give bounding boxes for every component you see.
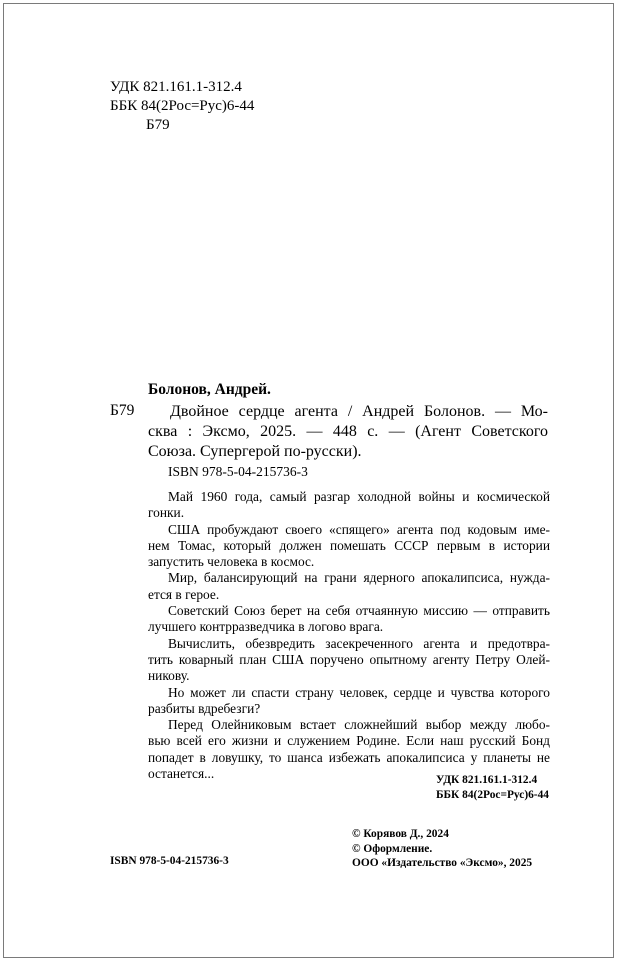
footer-udk: УДК 821.161.1-312.4	[436, 774, 538, 786]
bibliographic-description	[148, 402, 548, 462]
copyright-author: © Корявов Д., 2024	[352, 828, 449, 840]
annotation-line: никову.	[148, 668, 190, 684]
annotation	[148, 489, 550, 782]
annotation-line: попадет в ловушку, то шанса избежать апокалипсиса у планеты не	[148, 749, 550, 765]
annotation-line: разбиты вдребезги?	[148, 700, 261, 716]
copyright-block	[352, 827, 532, 871]
description-line: Двойное сердце агента / Андрей Болонов. — Мо-	[170, 403, 548, 420]
description-line: сква : Эксмо, 2025. — 448 с. — (Агент Советского	[148, 423, 548, 440]
copyright-publisher: ООО «Издательство «Эксмо», 2025	[352, 857, 533, 869]
author-name: Болонов, Андрей.	[148, 381, 271, 398]
annotation-line: ется в герое.	[148, 586, 220, 602]
annotation-line: Перед Олейниковым встает сложнейший выбор между любо-	[168, 717, 550, 733]
annotation-line: нем Томас, который должен помешать СССР первым в истории	[148, 537, 550, 553]
annotation-line: тить коварный план США поручено опытному агенту Петру Олей-	[148, 651, 550, 667]
author-mark: Б79	[110, 402, 135, 419]
bbk-code: ББК 84(2Рос=Рус)6-44	[110, 98, 255, 114]
annotation-line: останется...	[148, 766, 215, 782]
footer-codes	[436, 773, 549, 802]
footer-bbk: ББК 84(2Рос=Рус)6-44	[436, 788, 549, 801]
annotation-line: Май 1960 года, самый разгар холодной войны и космической	[168, 489, 550, 504]
annotation-line: Но может ли спасти страну человек, сердце и чувства которого	[168, 684, 550, 700]
isbn: ISBN 978-5-04-215736-3	[168, 464, 308, 479]
annotation-line: Советский Союз берет на себя отчаянную миссию — отправить	[168, 603, 550, 619]
description-line: Союза. Супергерой по-русски).	[148, 443, 362, 460]
annotation-line: вью всей его жизни и служением Родине. Если наш русский Бонд	[148, 733, 550, 749]
annotation-line: гонки.	[148, 505, 185, 521]
footer-isbn: ISBN 978-5-04-215736-3	[110, 855, 229, 867]
annotation-line: США пробуждают своего «спящего» агента под кодовым име-	[168, 521, 550, 537]
annotation-line: Мир, балансирующий на грани ядерного апокалипсиса, нужда-	[168, 570, 550, 586]
annotation-line: лучшего контрразведчика в логово врага.	[148, 619, 384, 635]
annotation-line: Вычислить, обезвредить засекреченного агента и предотвра-	[168, 635, 550, 651]
annotation-line: запустить человека в космос.	[148, 554, 315, 570]
copyright-design: © Оформление.	[352, 842, 433, 855]
author-mark-code: Б79	[146, 117, 170, 133]
udk-code: УДК 821.161.1-312.4	[110, 79, 242, 95]
page-frame	[3, 3, 614, 958]
classification-codes	[110, 78, 254, 135]
